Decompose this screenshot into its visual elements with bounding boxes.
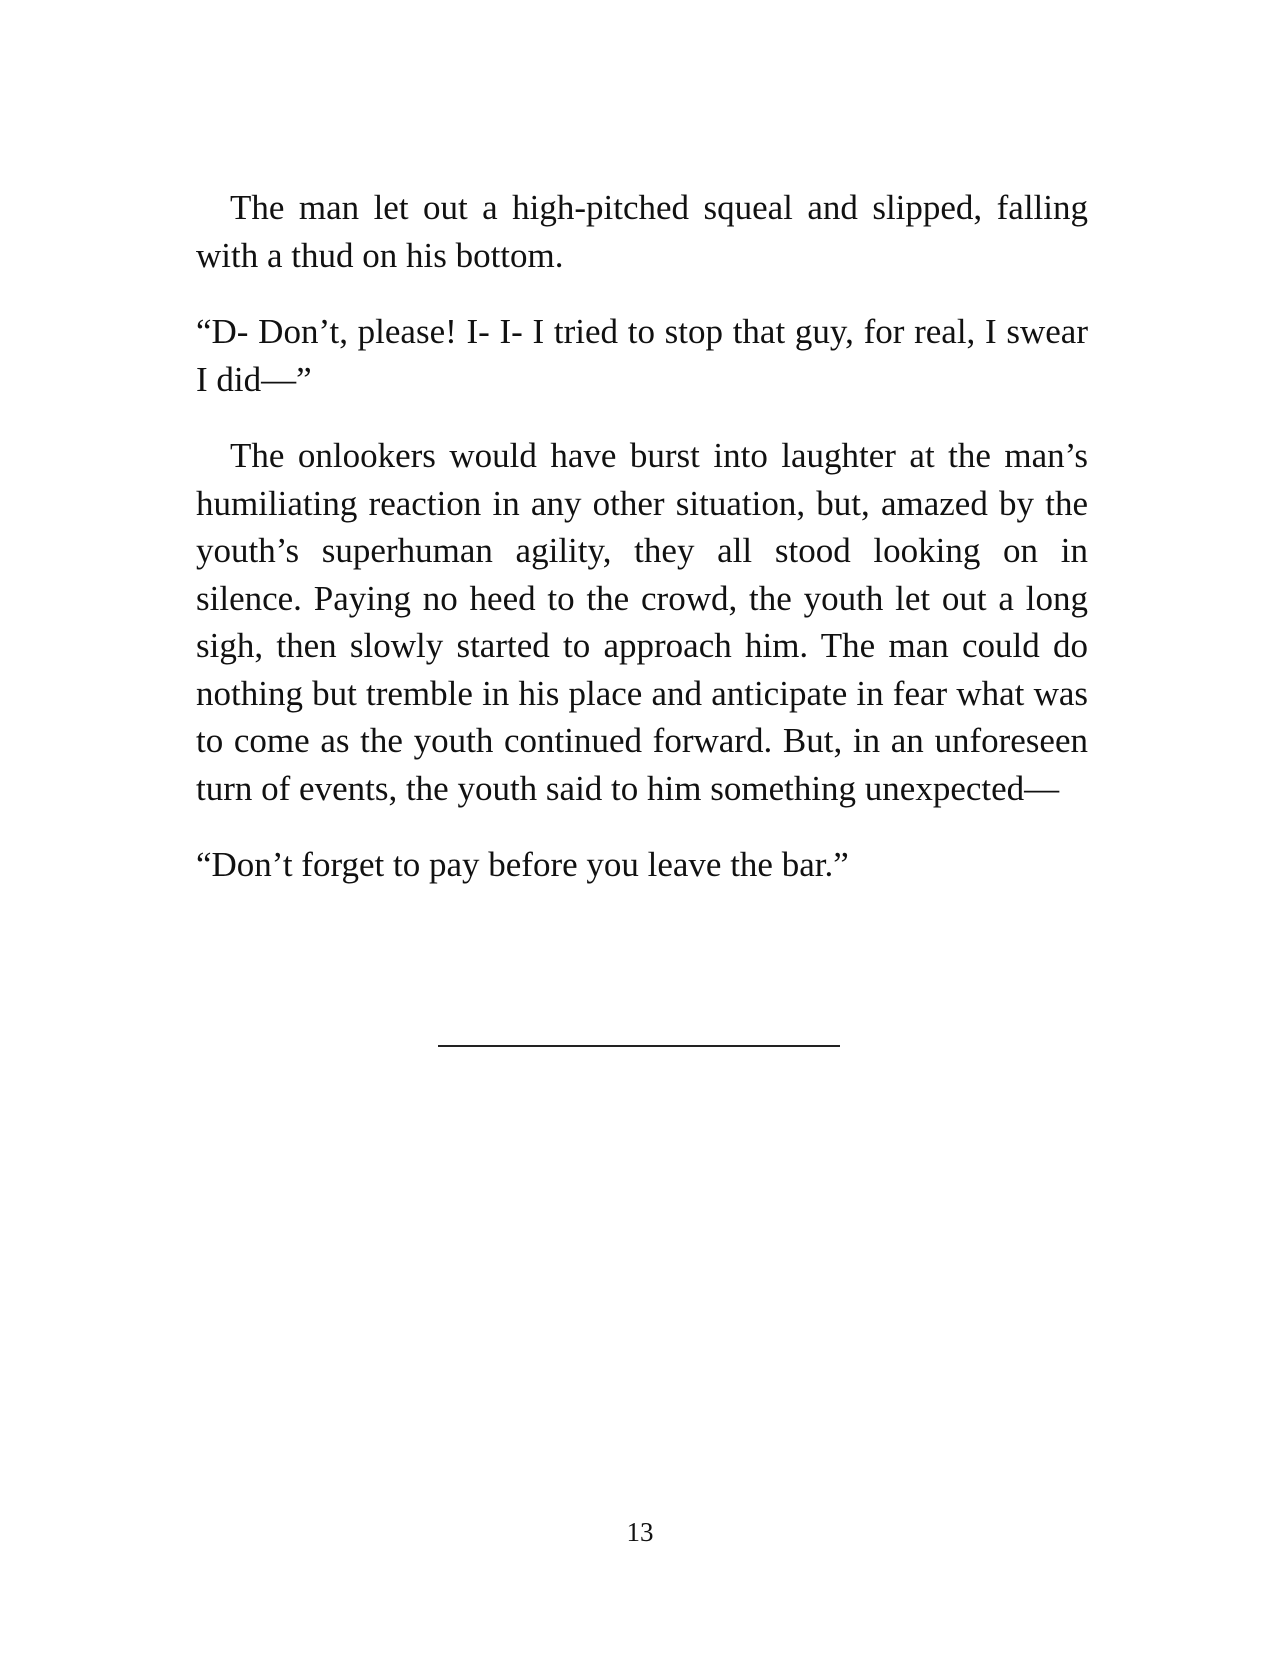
scene-break-divider bbox=[438, 1045, 840, 1047]
paragraph-narration-1: The man let out a high-pitched squeal and slipped, falling with a thud on his bottom. bbox=[196, 188, 1088, 275]
page-number: 13 bbox=[626, 1517, 654, 1547]
body-text bbox=[196, 184, 1088, 918]
paragraph-dialogue-2: “Don’t forget to pay before you leave the bar.” bbox=[196, 845, 849, 884]
paragraph-narration-2: The onlookers would have burst into laughter at the man’s humiliating reaction in any other situation, but, amazed by the youth’s superhuman agility, they all stood looking on in silence. Paying no heed to the crowd, the youth let out a long sigh, then slowly started to approach him. The man could do nothing but tremble in his place and anticipate in fear what was to come as the youth continued forward. But, in an unforeseen turn of events, the youth said to him something unexpected— bbox=[196, 436, 1088, 808]
paragraph-dialogue-1: “D- Don’t, please! I- I- I tried to stop that guy, for real, I swear I did—” bbox=[196, 312, 1088, 399]
